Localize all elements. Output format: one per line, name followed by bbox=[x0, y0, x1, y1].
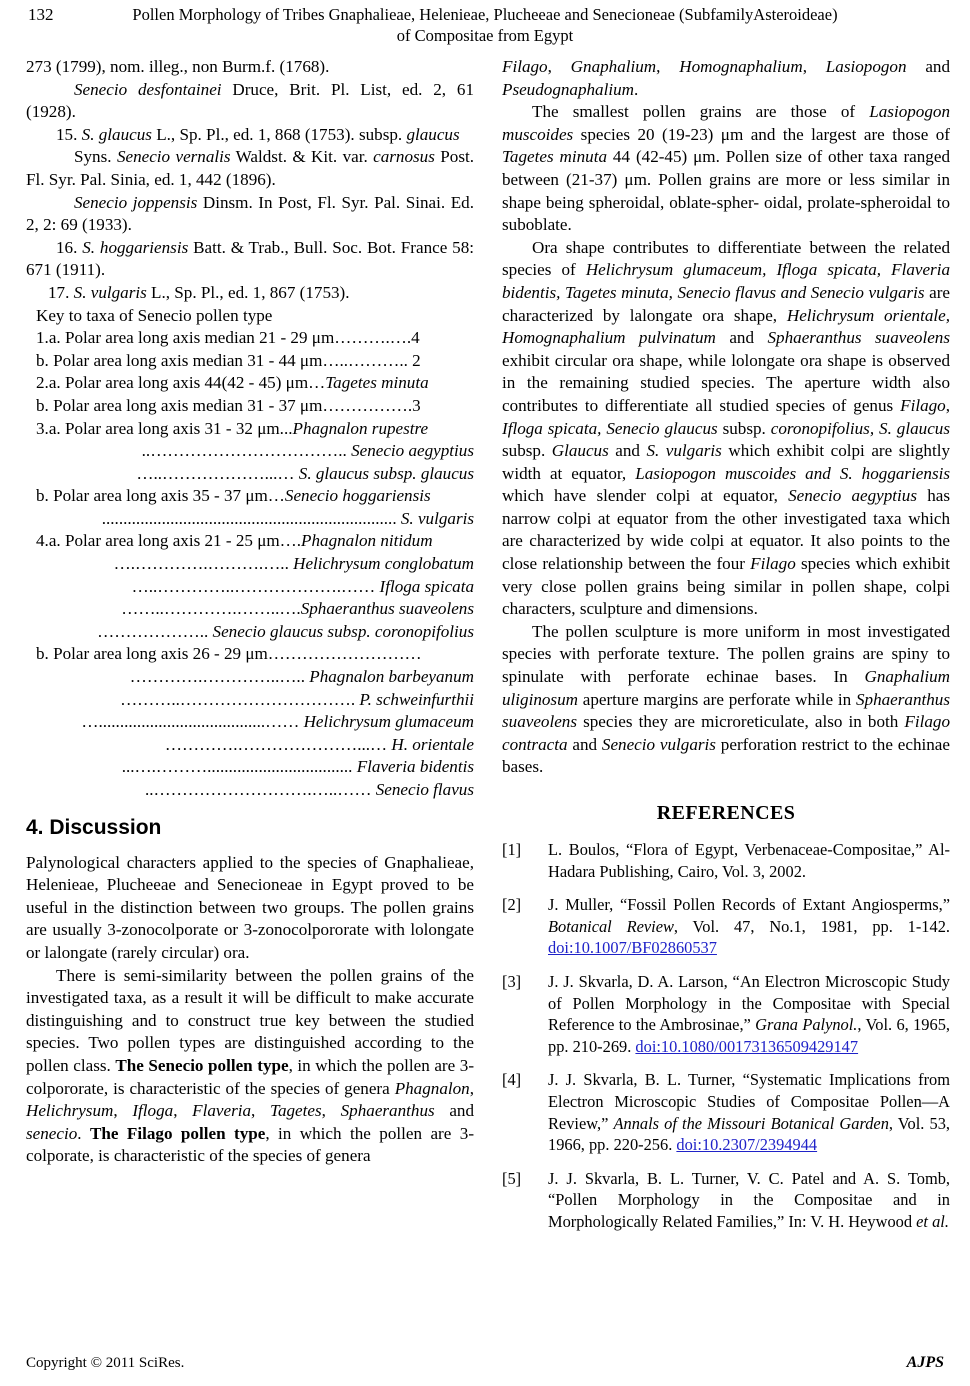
conjunction-and: and bbox=[906, 57, 950, 76]
rp3-l: species which exhibit very close pollen grains being similar in pollen shape, colpi characters, sculpture and dimensions. bbox=[502, 554, 950, 619]
right-paragraph-sculpture bbox=[502, 621, 950, 779]
key-line bbox=[26, 779, 474, 802]
taxa-list-circular-1: Helichrysum orientale, Homognaphalium pulvinatum bbox=[502, 305, 950, 348]
genus-phagnalon: Phagnalon bbox=[394, 1078, 470, 1098]
discussion-paragraph-2 bbox=[26, 965, 474, 1168]
genus-pseudognaphalium: Pseudognaphalium bbox=[502, 79, 634, 99]
reference-pre: J. J. Skvarla, D. A. Larson, “An Electron Microscopic Study of Pollen Morphology in the Compositae with Special Reference to the Ambrosinae,” bbox=[548, 971, 950, 1035]
key-line-taxon: Flaveria bidentis bbox=[356, 757, 474, 777]
rp3-i: which exhibit colpi are slightly width at equator, bbox=[502, 441, 951, 483]
key-line bbox=[26, 576, 474, 599]
reference-source: et al. bbox=[916, 1211, 949, 1231]
right-paragraph-pollen-size bbox=[502, 101, 950, 237]
entry-15-subsp: glaucus bbox=[406, 124, 460, 144]
sep: , bbox=[173, 1101, 193, 1121]
rp2-c: 44 (42-45) μm. Pollen size of other taxa ranged between (21-37) μm. Pollen grains are more or less similar in shape being spheroidal, oblate-spher- oidal, prolate-spheroidal to suboblate. bbox=[502, 147, 950, 235]
key-line bbox=[26, 395, 474, 418]
key-line bbox=[26, 508, 474, 531]
genus-lasiopogon: Lasiopogon bbox=[825, 57, 907, 76]
disc-p2-part-c: , in which the pollen are 3-colpororate, is characteristic of the species of genera bbox=[26, 1055, 475, 1098]
key-line bbox=[26, 598, 474, 621]
genus-filago-2: Filago bbox=[900, 395, 946, 415]
joppensis-citation: Dinsm. In Post, Fl. Syr. Pal. Sinai. Ed. 2, 2: 69 (1933). bbox=[26, 192, 474, 235]
genus-ifloga: Ifloga bbox=[132, 1101, 174, 1121]
senecio-pollen-type-bold: The Senecio pollen type bbox=[115, 1055, 289, 1075]
right-paragraph-continuation bbox=[502, 56, 950, 101]
reference-pre: J. Muller, “Fossil Pollen Records of Extant Angiosperms,” bbox=[548, 895, 950, 915]
entry-17-number: 17. bbox=[48, 282, 74, 302]
reference-post: , Vol. 6, 1965, pp. 210-269. bbox=[548, 1015, 950, 1056]
key-line bbox=[26, 689, 474, 712]
rp3-a: Ora shape contributes to differentiate between the related species of bbox=[502, 237, 950, 280]
sep: , bbox=[251, 1101, 271, 1121]
key-line bbox=[26, 463, 474, 486]
reference-text bbox=[548, 839, 950, 882]
key-line bbox=[26, 372, 474, 395]
key-line-taxon: Sphaeranthus suaveolens bbox=[300, 599, 474, 619]
reference-number: [1] bbox=[502, 840, 522, 859]
rp4-b: aperture margins are perforate while in bbox=[577, 689, 856, 709]
key-line bbox=[26, 711, 474, 734]
key-line-taxon: Senecio hoggariensis bbox=[284, 486, 431, 506]
genus-gnaphalium: Gnaphalium bbox=[570, 57, 657, 76]
syn-vernalis-auth: Waldst. & Kit. var. bbox=[230, 147, 374, 167]
taxon-filago-contracta: Filago contracta bbox=[502, 712, 950, 754]
left-column bbox=[26, 56, 474, 1168]
citation-273-text: 273 (1799), nom. illeg., non Burm.f. (1768). bbox=[26, 57, 330, 76]
paragraph-entry-16 bbox=[26, 237, 474, 282]
taxon-tagetes-minuta: Tagetes minuta bbox=[502, 147, 608, 167]
key-line-text: ….......................................…… bbox=[81, 712, 304, 732]
sep: , bbox=[547, 57, 571, 76]
rp4-c: species they are microreticulate, also in both bbox=[577, 712, 905, 732]
page-footer bbox=[26, 1354, 944, 1372]
taxon-sphaeranthus-suaveolens-2: Sphaeranthus suaveolens bbox=[502, 689, 950, 732]
filago-pollen-type-bold: The Filago pollen type bbox=[89, 1123, 266, 1143]
key-line-text: b. Polar area long axis median 31 - 37 μm…………….3 bbox=[36, 395, 421, 415]
reference-number: [5] bbox=[502, 1168, 522, 1188]
running-head-line1: Pollen Morphology of Tribes Gnaphalieae, Helenieae, Plucheeae and Senecioneae (SubfamilyAsteroideae) bbox=[132, 5, 838, 24]
rp4-e: perforation restrict to the echinae bases. bbox=[502, 734, 950, 777]
genus-filago: Filago bbox=[502, 57, 548, 76]
key-line bbox=[26, 530, 474, 553]
taxon-name-joppensis: Senecio joppensis bbox=[74, 192, 198, 212]
entry-16-taxon: S. hoggariensis bbox=[82, 237, 189, 257]
doi-link[interactable]: doi:10.1007/BF02860537 bbox=[548, 938, 717, 958]
page-number: 132 bbox=[28, 5, 54, 24]
right-paragraph-ora-shape bbox=[502, 237, 950, 621]
running-head-line2: of Compositae from Egypt bbox=[396, 26, 574, 45]
key-line-text: ………….…………………...… bbox=[164, 734, 392, 754]
key-line-taxon: H. orientale bbox=[391, 734, 474, 754]
reference-source: Grana Palynol. bbox=[755, 1015, 858, 1035]
disc-p2-part-f: , in which the pollen are 3-colporate, is characteristic of the species of genera bbox=[26, 1123, 475, 1166]
running-head-title bbox=[26, 4, 944, 46]
key-line bbox=[26, 485, 474, 508]
key-line-taxon: S. glaucus subsp. glaucus bbox=[298, 463, 474, 483]
reference-source: Annals of the Missouri Botanical Garden bbox=[613, 1113, 889, 1133]
reference-text bbox=[548, 894, 950, 959]
disc-p2-part-a: There is semi-similarity between the pollen grains of the investigated taxa, as a result it will be difficult to make accurate distinguishing and to construct true key between the studied species. Two pollen types are distinguished according to the pollen class. bbox=[26, 965, 474, 1075]
taxon-senecio-aegyptius: Senecio aegyptius bbox=[788, 486, 917, 506]
key-to-taxa-heading: Key to taxa of Senecio pollen type bbox=[36, 305, 273, 325]
reference-text bbox=[548, 971, 950, 1057]
entry-16-citation: Batt. & Trab., Bull. Soc. Bot. France 58: 671 (1911). bbox=[26, 237, 475, 280]
running-head bbox=[26, 0, 944, 56]
key-line-taxon: Phagnalon rupestre bbox=[292, 418, 429, 438]
key-line-text: ….………….……….….. bbox=[113, 554, 294, 574]
rp3-f: subsp. bbox=[717, 418, 771, 438]
reference-text bbox=[548, 1069, 950, 1155]
taxon-senecio-vulgaris: Senecio vulgaris bbox=[601, 734, 716, 754]
reference-number: [3] bbox=[502, 971, 522, 991]
entry-17-citation: L., Sp. Pl., ed. 1, 867 (1753). bbox=[146, 282, 350, 302]
taxon-gnaphalium-uliginosum: Gnaphalium uliginosum bbox=[502, 667, 950, 709]
key-line bbox=[26, 643, 474, 666]
doi-link[interactable]: doi:10.1080/00173136509429147 bbox=[635, 1036, 859, 1056]
syn-taxon-vernalis: Senecio vernalis bbox=[116, 147, 231, 167]
paragraph-entry-15 bbox=[26, 124, 474, 147]
key-line-taxon: Phagnalon nitidum bbox=[301, 531, 433, 551]
reference-post: , Vol. 53, 1966, pp. 220-256. bbox=[548, 1113, 950, 1155]
paragraph-senecio-desfontainei bbox=[26, 79, 474, 124]
genus-homognaphalium: Homognaphalium bbox=[679, 57, 803, 76]
reference-item bbox=[502, 1168, 950, 1233]
genus-tagetes: Tagetes bbox=[270, 1101, 322, 1121]
entry-16-number: 16. bbox=[56, 237, 83, 257]
syn-vernalis-citation: Post. Fl. Syr. Pal. Sinia, ed. 1, 442 (1896). bbox=[26, 147, 474, 189]
key-line-text: b. Polar area long axis 35 - 37 μm… bbox=[36, 486, 285, 506]
taxa-lasiopogon-hoggariensis: Lasiopogon muscoides and S. hoggariensis bbox=[635, 463, 950, 483]
references-heading: REFERENCES bbox=[656, 802, 796, 824]
rp3-b: are characterized by lalongate ora shape, bbox=[502, 282, 950, 325]
reference-post: , Vol. 47, No.1, 1981, pp. 1-142. bbox=[673, 916, 950, 936]
key-line-text: ...….……….................................. bbox=[121, 757, 357, 777]
key-line-text: ..……………………….…..…… bbox=[144, 780, 376, 799]
genus-helichrysum: Helichrysum bbox=[26, 1101, 114, 1121]
rp3-e: , bbox=[945, 395, 950, 415]
key-line-text: b. Polar area long axis median 31 - 44 μm…..……….. 2 bbox=[36, 350, 421, 370]
subsp-glaucus: Glaucus bbox=[551, 441, 609, 461]
rp3-k: has narrow colpi at equator from the other investigated taxa which are characterized by wide colpi at equator. It also points to the close relationship between the four bbox=[502, 486, 951, 574]
key-line-text: ……..………….……..…. bbox=[121, 599, 301, 619]
key-line-text: 1.a. Polar area long axis median 21 - 29 μm……….….4 bbox=[36, 328, 420, 348]
sep: , bbox=[113, 1101, 133, 1121]
reference-pre: J. J. Skvarla, B. L. Turner, V. C. Patel and A. S. Tomb, “Pollen Morphology in the Compositae and in Morphologically Related Families,” In: V. H. Heywood bbox=[548, 1168, 950, 1231]
key-line-text: 2.a. Polar area long axis 44(42 - 45) μm… bbox=[36, 373, 326, 393]
key-line-text: 3.a. Polar area long axis 31 - 32 μm... bbox=[36, 418, 293, 438]
key-line bbox=[26, 666, 474, 689]
key-line-taxon: Ifloga spicata bbox=[379, 576, 474, 596]
disc-p2-part-d: . bbox=[77, 1123, 90, 1143]
section-heading-discussion: 4. Discussion bbox=[26, 815, 162, 839]
two-column-body bbox=[26, 56, 951, 1245]
key-line-text: b. Polar area long axis 26 - 29 μm……………………… bbox=[36, 644, 422, 664]
rp3-d: exhibit circular ora shape, while lolongate ora shape is observed in the remaining studied species. The aperture width also contributes to differentiate all studied species of genus bbox=[502, 350, 950, 415]
entry-17-taxon: S. vulgaris bbox=[73, 282, 147, 302]
rp2-b: species 20 (19-23) μm and the largest are those of bbox=[573, 124, 950, 144]
genus-sphaeranthus: Sphaeranthus bbox=[340, 1101, 435, 1121]
rp4-d: and bbox=[567, 734, 602, 754]
key-line bbox=[26, 621, 474, 644]
sep: , bbox=[321, 1101, 341, 1121]
right-column bbox=[502, 56, 950, 1245]
syns-label: Syns. bbox=[74, 147, 117, 167]
rp3-j: which have slender colpi at equator, bbox=[502, 486, 789, 506]
genus-senecio: senecio bbox=[26, 1123, 78, 1143]
key-line-taxon: Senecio glaucus subsp. coronopifolius bbox=[212, 621, 474, 641]
genus-filago-3: Filago bbox=[750, 554, 796, 574]
journal-abbreviation: AJPS bbox=[906, 1354, 944, 1371]
desfontainei-citation: Druce, Brit. Pl. List, ed. 2, 61 (1928). bbox=[26, 79, 474, 122]
reference-source: Botanical Review bbox=[548, 916, 674, 936]
taxon-lasiopogon-muscoides: Lasiopogon muscoides bbox=[502, 102, 950, 144]
key-line-taxon: Senecio aegyptius bbox=[351, 441, 474, 461]
paragraph-senecio-joppensis bbox=[26, 192, 474, 237]
key-line bbox=[26, 350, 474, 373]
key-line-text: …..………………...… bbox=[136, 463, 299, 483]
discussion-paragraph-1: Palynological characters applied to the species of Gnaphalieae, Helenieae, Plucheeae and Senecioneae in Egypt proved to be useful in the distinction between two groups. The pollen grains are usually 3-zonocolporate or 3-zonocolpororate with lolongate or lalongate (rarely circular) ora. bbox=[26, 852, 474, 962]
rp2-a: The smallest pollen grains are those of bbox=[532, 102, 870, 122]
key-line-text: 4.a. Polar area long axis 21 - 25 μm…. bbox=[36, 531, 302, 551]
entry-15-number: 15. bbox=[56, 124, 82, 144]
reference-item bbox=[502, 971, 950, 1057]
reference-item bbox=[502, 1069, 950, 1155]
key-line-text: ..................................................................... bbox=[101, 508, 401, 528]
key-line-text: ……………….. bbox=[97, 621, 213, 641]
paragraph-syns-vernalis bbox=[26, 146, 474, 191]
doi-link[interactable]: doi:10.2307/2394944 bbox=[676, 1135, 818, 1155]
period: . bbox=[634, 79, 639, 99]
key-line bbox=[26, 418, 474, 441]
paragraph-citation-273 bbox=[26, 56, 474, 79]
copyright-notice: Copyright © 2011 SciRes. bbox=[26, 1355, 185, 1371]
taxa-ifloga-senecio-glaucus: Ifloga spicata, Senecio glaucus bbox=[502, 418, 718, 438]
genus-flaveria: Flaveria bbox=[192, 1101, 252, 1121]
taxa-list-lalongate: Helichrysum glumaceum, Ifloga spicata, Flaveria bidentis, Tagetes minuta, Senecio flavus and Senecio vulgaris bbox=[502, 260, 950, 302]
reference-number: [2] bbox=[502, 895, 522, 915]
reference-item bbox=[502, 839, 950, 882]
key-line bbox=[26, 440, 474, 463]
rp3-h: and bbox=[608, 441, 647, 461]
paragraph-entry-17 bbox=[26, 282, 474, 305]
key-line-taxon: S. vulgaris bbox=[400, 508, 474, 528]
rp4-a: The pollen sculpture is more uniform in most investigated species with perforate texture. The pollen grains are spiny to spinulate with perforate echinae bases. In bbox=[502, 621, 950, 687]
reference-pre: L. Boulos, “Flora of Egypt, Verbenaceae-Compositae,” Al-Hadara Publishing, Cairo, Vol. 3, 2002. bbox=[548, 840, 950, 881]
conjunction-and: and bbox=[434, 1101, 475, 1121]
key-line-taxon: P. schweinfurthii bbox=[359, 689, 474, 709]
reference-pre: J. J. Skvarla, B. L. Turner, “Systematic Implications from Electron Microscopic Studies of Compositae Pollen—A Review,” bbox=[548, 1070, 950, 1133]
reference-text bbox=[548, 1168, 950, 1233]
key-line-text: ..…………………………….. bbox=[141, 441, 352, 461]
entry-15-taxon: S. glaucus bbox=[81, 124, 152, 144]
key-line bbox=[26, 553, 474, 576]
sep: , bbox=[802, 57, 826, 76]
key-line-text: …..…………..……………….…… bbox=[131, 576, 380, 596]
key-line bbox=[26, 756, 474, 779]
key-line-taxon: Helichrysum conglobatum bbox=[293, 554, 474, 574]
key-line-taxon: Senecio flavus bbox=[375, 780, 474, 799]
key-line-text: ………….…………..….. bbox=[129, 667, 310, 687]
subsp-coronopifolius: coronopifolius, S. glaucus bbox=[770, 418, 950, 438]
key-line-text: ………..…………………………. bbox=[120, 689, 360, 709]
entry-15-citation: L., Sp. Pl., ed. 1, 868 (1753). subsp. bbox=[151, 124, 407, 144]
sep: , bbox=[469, 1078, 474, 1098]
key-line-taxon: Phagnalon barbeyanum bbox=[309, 667, 474, 687]
taxon-sphaeranthus-suaveolens: Sphaeranthus suaveolens bbox=[767, 328, 950, 348]
key-line bbox=[26, 734, 474, 757]
reference-number: [4] bbox=[502, 1070, 522, 1090]
reference-item bbox=[502, 894, 950, 959]
rp3-c: and bbox=[715, 328, 768, 348]
key-line-taxon: Tagetes minuta bbox=[325, 373, 429, 393]
sep: , bbox=[656, 57, 680, 76]
rp3-g: subsp. bbox=[502, 441, 552, 461]
taxon-s-vulgaris: S. vulgaris bbox=[646, 441, 722, 461]
key-line-taxon: Helichrysum glumaceum bbox=[303, 712, 474, 732]
syn-var-carnosus: carnosus bbox=[373, 147, 435, 167]
key-line bbox=[26, 327, 474, 350]
taxon-name-desfontainei: Senecio desfontainei bbox=[74, 79, 222, 99]
